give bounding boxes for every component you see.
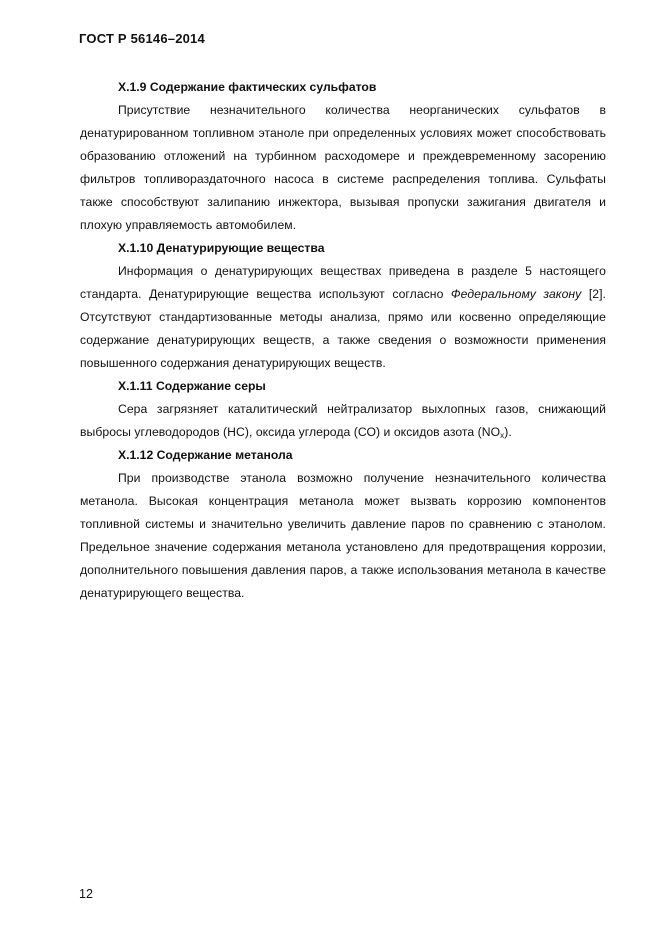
section-heading: Х.1.9 Содержание фактических сульфатов [118, 80, 377, 94]
section-x-1-9 [80, 76, 606, 237]
section-x-1-11 [80, 375, 606, 444]
section-x-1-10 [80, 237, 606, 375]
page-number: 12 [79, 887, 93, 901]
paragraph-text: Сера загрязняет каталитический нейтрализатор выхлопных газов, снижающий выбросы углеводородов (НС), оксида углерода (СО) и оксидов азота (NO [80, 402, 606, 439]
section-heading: Х.1.10 Денатурирующие вещества [118, 241, 325, 255]
subscript-x: x [500, 431, 505, 440]
section-paragraph: При производстве этанола возможно получение незначительного количества метанола. Высокая концентрация метанола может вызвать коррозию компонентов топливной системы и значительно увеличить давление паров по сравнению с этанолом. Предельное значение содержания метанола установлено для предотвращения коррозии, дополнительного повышения давления паров, а также использования метанола в качестве денатурирующего вещества. [80, 471, 606, 600]
section-heading: Х.1.12 Содержание метанола [118, 448, 293, 462]
section-paragraph [80, 260, 606, 375]
section-x-1-12 [80, 444, 606, 605]
document-body [80, 76, 606, 605]
law-reference-italic: Федеральному закону [450, 287, 582, 301]
paragraph-text: [2]. Отсутствуют стандартизованные методы анализа, прямо или косвенно определяющие содержание денатурирующих веществ, а также сведения о возможности применения повышенного содержания денатурирующих веществ. [80, 287, 606, 370]
section-paragraph [80, 398, 606, 444]
paragraph-text: Информация о денатурирующих веществах приведена в разделе 5 настоящего стандарта. Денатурирующие вещества используют согласно [80, 264, 606, 301]
section-paragraph: Присутствие незначительного количества неорганических сульфатов в денатурированном топливном этаноле при определенных условиях может способствовать образованию отложений на турбинном расходомере и преждевременному засорению фильтров топливораздаточного насоса в системе распределения топлива. Сульфаты также способствуют залипанию инжектора, вызывая пропуски зажигания двигателя и плохую управляемость автомобилем. [80, 103, 606, 232]
document-code-header: ГОСТ Р 56146–2014 [79, 31, 205, 46]
section-heading: Х.1.11 Содержание серы [118, 379, 266, 393]
paragraph-text: ). [504, 425, 512, 439]
